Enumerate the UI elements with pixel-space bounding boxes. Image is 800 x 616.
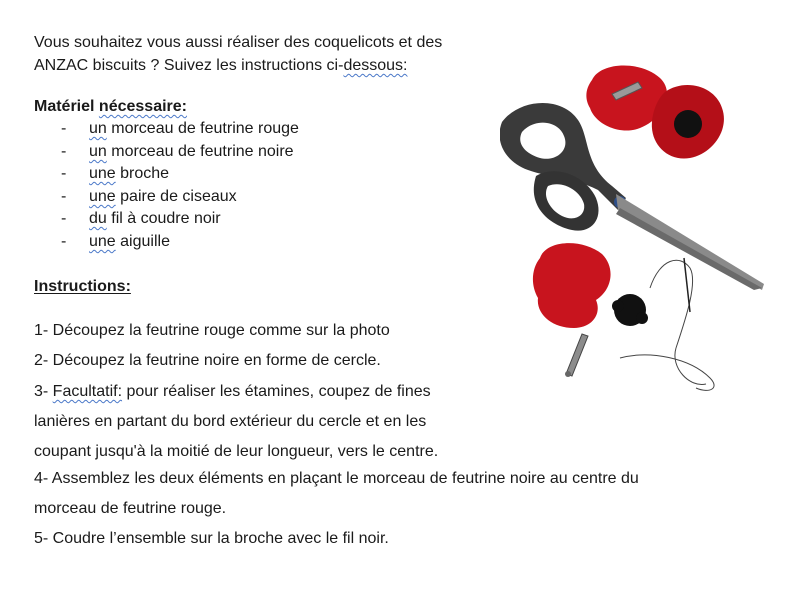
step-1: 1- Découpez la feutrine rouge comme sur la photo [34,322,390,339]
step-3-line-2: lanières en partant du bord extérieur du cercle et en les [34,413,427,430]
step-2: 2- Découpez la feutrine noire en forme de cercle. [34,352,381,369]
scissors-poppies-photo [500,58,770,398]
brooch-pin-icon [565,334,588,377]
poppy-felt-icon [586,65,724,158]
intro-line-1: Vous souhaitez vous aussi réaliser des coquelicots et des [34,34,443,51]
step-4: 4- Assemblez les deux éléments en plaçant le morceau de feutrine noire au centre du [34,470,639,487]
black-felt-circle-icon [612,294,648,326]
step-3: 3- Facultatif: pour réaliser les étamines, coupez de fines [34,383,431,400]
step-5: 5- Coudre l’ensemble sur la broche avec le fil noir. [34,530,389,547]
intro-line-2: ANZAC biscuits ? Suivez les instructions ci-dessous: [34,57,408,74]
red-felt-petals-icon [533,243,611,328]
step-3-line-3: coupant jusqu'à la moitié de leur longueur, vers le centre. [34,443,439,460]
materials-heading: Matériel nécessaire: [34,98,187,115]
step-4-line-2: morceau de feutrine rouge. [34,500,227,517]
instructions-heading: Instructions: [34,278,131,295]
document-page: Vous souhaitez vous aussi réaliser des coquelicots et des ANZAC biscuits ? Suivez les instructions ci-dessous: Matériel nécessaire: - un morceau de feutrine rouge - un morceau de feutrine noire - une broche - une paire de ciseaux - du fil à coudre noir - une aiguille Instructions: 1- Découpez la feutrine rouge comme sur la photo 2- Découpez la feutrine noire en forme de cercle. 3- Facultatif: pour réaliser les étamines, coupez de fines lanières en partant du bord extérieur du cercle et en les coupant jusqu'à la moitié de leur longueur, vers le centre. 4- Assemblez les deux éléments en plaçant le morceau de feutrine noire au centre du morceau de feutrine rouge. 5- Coudre l’ensemble sur la broche avec le fil noir. [0,0,800,616]
